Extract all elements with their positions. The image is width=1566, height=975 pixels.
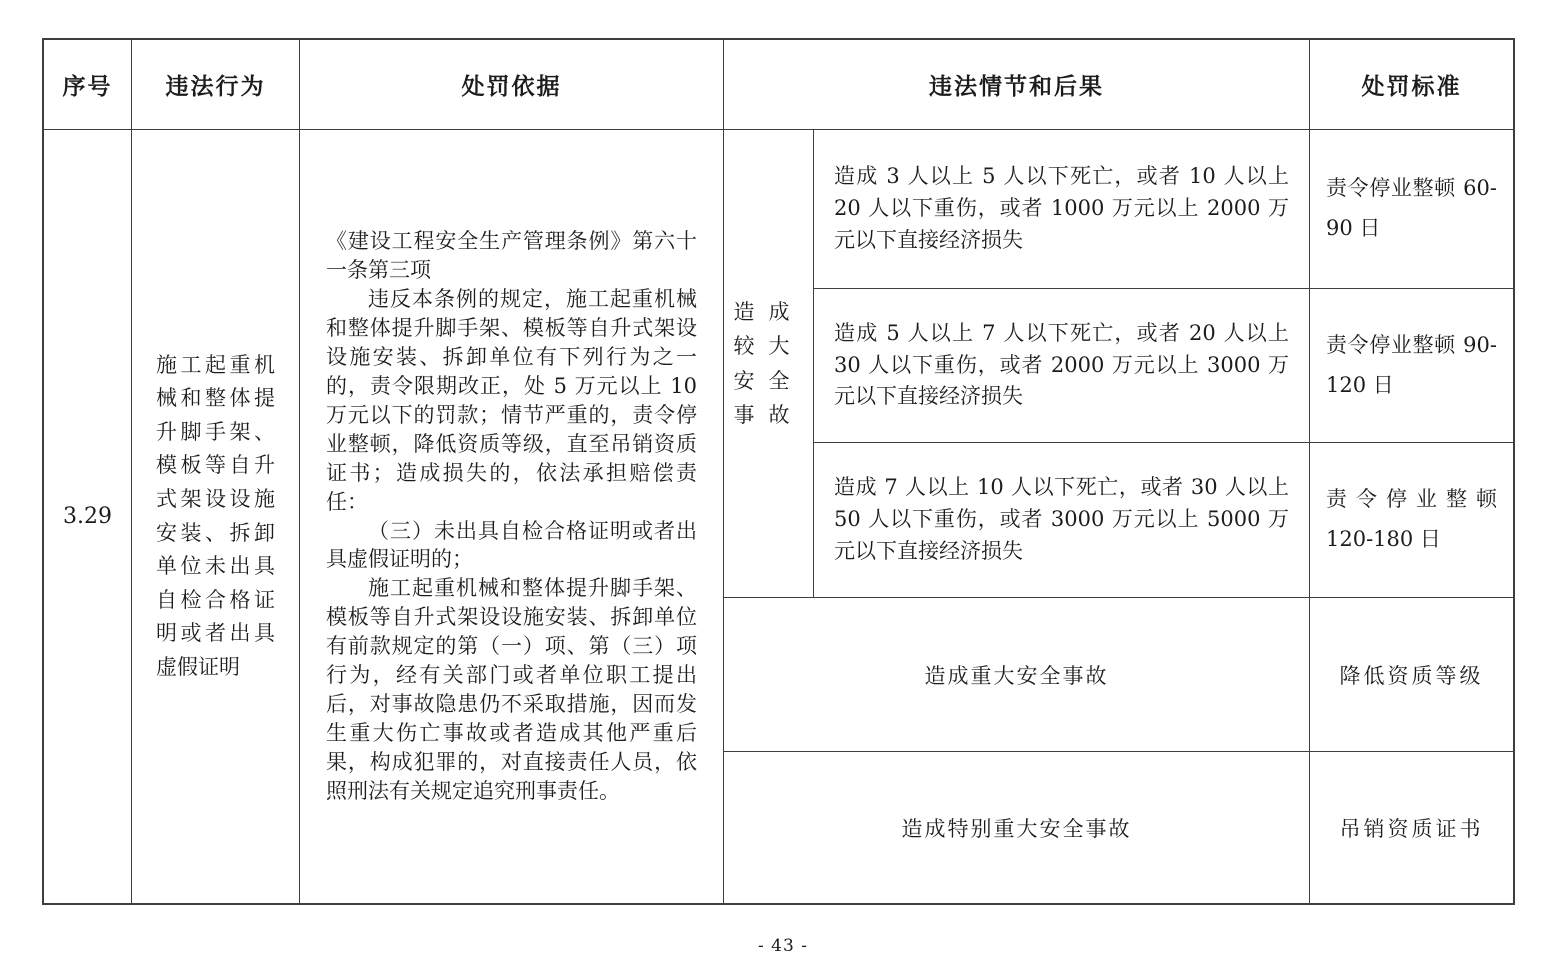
page-number: - 43 - [758, 936, 808, 956]
major-accident-text: 造成重大安全事故 [924, 663, 1109, 688]
accident-level-group-text: 造成较大安全事故 [733, 300, 804, 427]
standard-3-text: 责令停业整顿 120-180 日 [1326, 487, 1497, 551]
penalty-basis-text [326, 227, 697, 806]
cell-especially-major-accident [724, 752, 1310, 903]
violation-text: 施工起重机械和整体提升脚手架、模板等自升式架设设施安装、拆卸单位未出具自检合格证明或者出具虚假证明 [156, 352, 275, 679]
especially-major-accident-text: 造成特别重大安全事故 [901, 816, 1132, 841]
cell-circumstance-2 [814, 289, 1310, 443]
cell-accident-level-group [724, 130, 814, 598]
cell-standard-2 [1310, 289, 1513, 443]
circumstance-3-text: 造成 7 人以上 10 人以下死亡，或者 30 人以上 50 人以下重伤，或者 3000 万元以上 5000 万元以下直接经济损失 [834, 475, 1289, 563]
cell-penalty-basis [300, 130, 724, 903]
header-penalty-standard [1310, 40, 1513, 130]
basis-paragraph: 违反本条例的规定，施工起重机械和整体提升脚手架、模板等自升式架设设施安装、拆卸单位有下列行为之一的，责令限期改正，处 5 万元以上 10 万元以下的罚款；情节严重的，责令停业整顿，降低资质等级，直至吊销资质证书；造成损失的，依法承担赔偿责任： [326, 286, 697, 514]
standard-1-text: 责令停业整顿 60-90 日 [1326, 176, 1497, 240]
header-penalty-basis [300, 40, 724, 130]
circumstance-1-text: 造成 3 人以上 5 人以下死亡，或者 10 人以上 20 人以下重伤，或者 1000 万元以上 2000 万元以下直接经济损失 [834, 164, 1289, 252]
header-violation-label: 违法行为 [165, 73, 266, 100]
standard-2-text: 责令停业整顿 90-120 日 [1326, 332, 1497, 397]
cell-circumstance-1 [814, 130, 1310, 289]
cell-standard-1 [1310, 130, 1513, 289]
cell-especially-major-accident-standard [1310, 752, 1513, 903]
cell-violation [132, 130, 300, 903]
cell-serial-no [44, 130, 132, 903]
header-violation [132, 40, 300, 130]
header-circumstances-label: 违法情节和后果 [929, 73, 1104, 100]
cell-major-accident [724, 598, 1310, 752]
cell-major-accident-standard [1310, 598, 1513, 752]
major-accident-standard-text: 降低资质等级 [1339, 663, 1484, 688]
header-circumstances [724, 40, 1310, 130]
header-penalty-basis-label: 处罚依据 [461, 73, 562, 100]
header-penalty-standard-label: 处罚标准 [1361, 73, 1462, 100]
header-serial-no-label: 序号 [62, 73, 113, 100]
basis-paragraph: （三）未出具自检合格证明或者出具虚假证明的； [326, 518, 697, 572]
circumstance-2-text: 造成 5 人以上 7 人以下死亡，或者 20 人以上 30 人以下重伤，或者 2000 万元以上 3000 万元以下直接经济损失 [834, 320, 1289, 409]
especially-major-accident-standard-text: 吊销资质证书 [1339, 816, 1484, 841]
cell-standard-3 [1310, 443, 1513, 598]
basis-paragraph: 施工起重机械和整体提升脚手架、模板等自升式架设设施安装、拆卸单位有前款规定的第（一）项、第（三）项行为，经有关部门或者单位职工提出后，对事故隐患仍不采取措施，因而发生重大伤亡事故或者造成其他严重后果，构成犯罪的，对直接责任人员，依照刑法有关规定追究刑事责任。 [326, 576, 697, 804]
cell-circumstance-3 [814, 443, 1310, 598]
basis-paragraph: 《建设工程安全生产管理条例》第六十一条第三项 [326, 228, 697, 282]
penalty-table [42, 38, 1515, 905]
header-serial-no [44, 40, 132, 130]
serial-no-value: 3.29 [63, 504, 112, 529]
